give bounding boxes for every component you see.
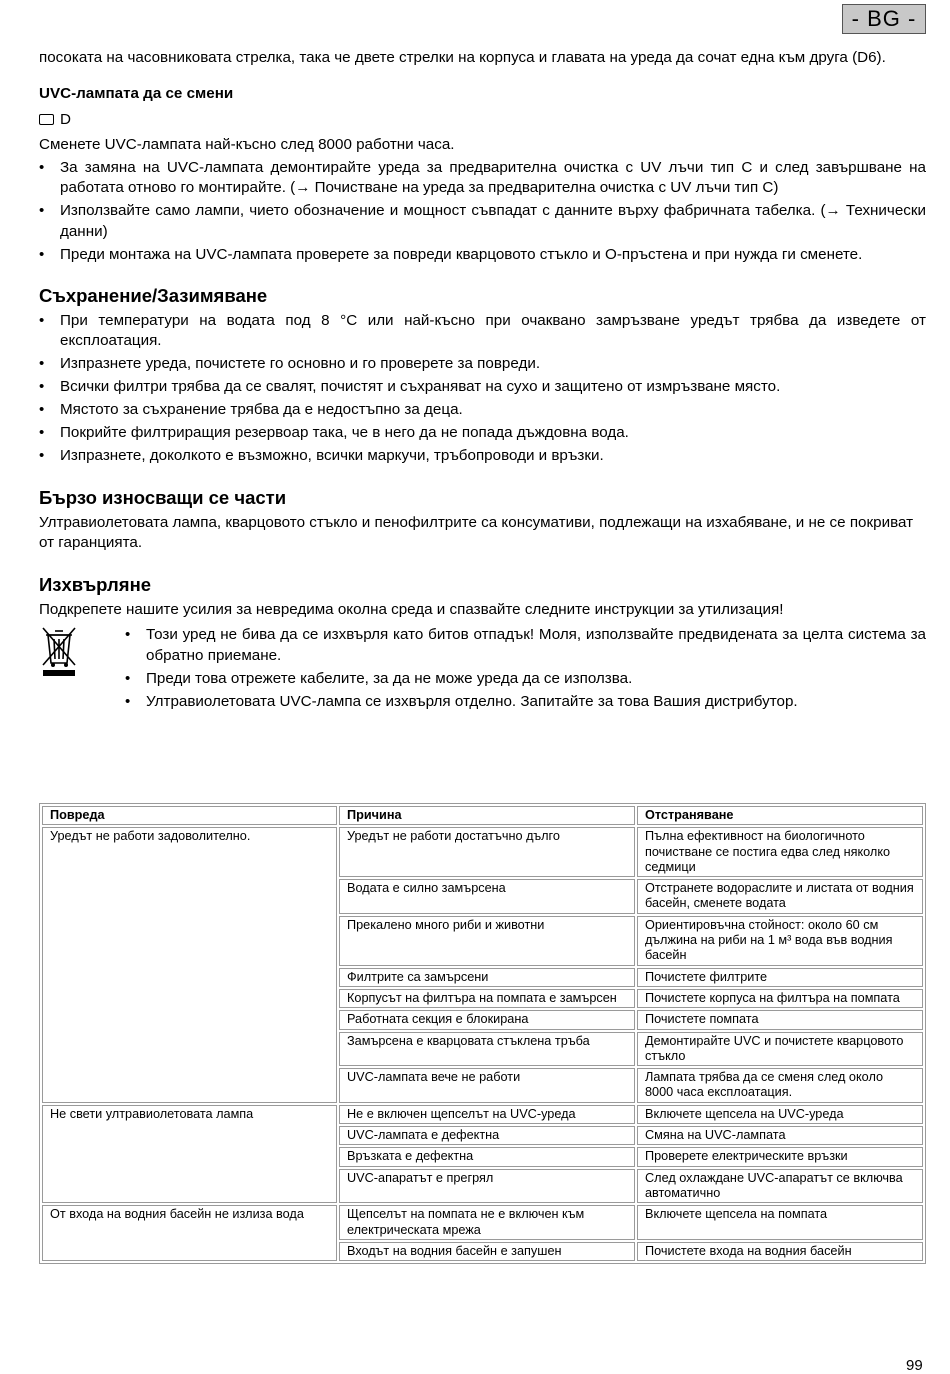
list-item: • При температури на водата под 8 °C или най-късно при очаквано замръзване уредът трябва да изведете от експлоатация. xyxy=(39,311,926,352)
remedy-cell: Проверете електрическите връзки xyxy=(637,1147,923,1166)
table-row xyxy=(42,1205,923,1240)
column-header: Причина xyxy=(339,806,635,825)
storage-heading: Съхранение/Зазимяване xyxy=(39,285,268,306)
problem-cell: Уредът не работи задоволително. xyxy=(42,827,337,1102)
disposal-intro: Подкрепете нашите усилия за невредима околна среда и спазвайте следните инструкции за утилизация! xyxy=(39,600,784,618)
book-icon xyxy=(39,114,54,125)
disposal-section xyxy=(39,573,926,713)
table-row xyxy=(42,1105,923,1124)
list-item: • Използвайте само лампи, чието обозначение и мощност съвпадат с данните върху фабричната табелка. (→ Технически данни) xyxy=(39,201,926,242)
cause-cell: Работната секция е блокирана xyxy=(339,1010,635,1029)
page-number: 99 xyxy=(906,1357,923,1374)
crossed-bin-icon xyxy=(39,625,125,712)
remedy-cell: Демонтирайте UVC и почистете кварцовото стъкло xyxy=(637,1032,923,1067)
remedy-cell: Отстранете водораслите и листата от водния басейн, сменете водата xyxy=(637,879,923,914)
column-header: Отстраняване xyxy=(637,806,923,825)
storage-section xyxy=(39,284,926,467)
list-item: • Ултравиолетовата UVC-лампа се изхвърля отделно. Запитайте за това Вашия дистрибутор. xyxy=(125,692,926,713)
remedy-cell: Почистете корпуса на филтъра на помпата xyxy=(637,989,923,1008)
list-item: • За замяна на UVC-лампата демонтирайте уреда за предварителна очистка с UV лъчи тип C и след завършване на работата отново го монтирайте. (→ Почистване на уреда за предварителна очистка с UV лъчи тип C) xyxy=(39,158,926,199)
cause-cell: Прекалено много риби и животни xyxy=(339,916,635,966)
remedy-cell: Включете щепсела на помпата xyxy=(637,1205,923,1240)
table-header-row xyxy=(42,806,923,825)
remedy-cell: Смяна на UVC-лампата xyxy=(637,1126,923,1145)
column-header: Повреда xyxy=(42,806,337,825)
reference-label: D xyxy=(60,110,71,128)
uvc-change-intro: Сменете UVC-лампата най-късно след 8000 работни часа. xyxy=(39,135,455,153)
cause-cell: Не е включен щепселът на UVC-уреда xyxy=(339,1105,635,1124)
remedy-cell: Почистете филтрите xyxy=(637,968,923,987)
remedy-cell: Почистете входа на водния басейн xyxy=(637,1242,923,1261)
list-item: • Всички филтри трябва да се свалят, почистят и съхраняват на сухо и защитено от измръзване място. xyxy=(39,377,926,398)
troubleshooting-table xyxy=(39,803,926,1264)
remedy-cell: Почистете помпата xyxy=(637,1010,923,1029)
table-row xyxy=(42,827,923,877)
list-item: • Този уред не бива да се изхвърля като битов отпадък! Моля, използвайте предвидената за целта система за обратно приемане. xyxy=(125,625,926,666)
remedy-cell: Ориентировъчна стойност: около 60 см дължина на риби на 1 м³ вода във водния басейн xyxy=(637,916,923,966)
cause-cell: Щепселът на помпата не е включен към електрическата мрежа xyxy=(339,1205,635,1240)
list-item: • Изпразнете уреда, почистете го основно и го проверете за повреди. xyxy=(39,354,926,375)
list-item: • Изпразнете, доколкото е възможно, всички маркучи, тръбопроводи и връзки. xyxy=(39,446,926,467)
list-item: • Мястото за съхранение трябва да е недостъпно за деца. xyxy=(39,400,926,421)
list-item: • Покрийте филтриращия резервоар така, че в него да не попада дъждовна вода. xyxy=(39,423,926,444)
cause-cell: UVC-апаратът е прегрял xyxy=(339,1169,635,1204)
cause-cell: Замърсена е кварцовата стъклена тръба xyxy=(339,1032,635,1067)
cause-cell: UVC-лампата вече не работи xyxy=(339,1068,635,1103)
intro-paragraph: посоката на часовниковата стрелка, така че двете стрелки на корпуса и главата на уреда да сочат една към друга (D6). xyxy=(39,49,886,66)
wear-parts-text: Ултравиолетовата лампа, кварцовото стъкло и пенофилтрите са консумативи, подлежащи на изхабяване, и не се покриват от гаранцията. xyxy=(39,513,914,551)
disposal-list xyxy=(125,625,926,712)
cause-cell: Входът на водния басейн е запушен xyxy=(339,1242,635,1261)
storage-list xyxy=(39,311,926,467)
cause-cell: Уредът не работи достатъчно дълго xyxy=(339,827,635,877)
uvc-change-heading: UVC-лампата да се смени xyxy=(39,84,234,102)
language-tab: - BG - xyxy=(842,4,926,34)
wear-parts-heading: Бързо износващи се части xyxy=(39,486,287,508)
cause-cell: Връзката е дефектна xyxy=(339,1147,635,1166)
uvc-change-list xyxy=(39,158,926,266)
remedy-cell: След охлаждане UVC-апаратът се включва автоматично xyxy=(637,1169,923,1204)
disposal-heading: Изхвърляне xyxy=(39,573,152,595)
cause-cell: Водата е силно замърсена xyxy=(339,879,635,914)
problem-cell: Не свети ултравиолетовата лампа xyxy=(42,1105,337,1203)
remedy-cell: Пълна ефективност на биологичното почистване се постига едва след няколко седмици xyxy=(637,827,923,877)
reference-d xyxy=(39,110,926,130)
list-item: • Преди монтажа на UVC-лампата проверете за повреди кварцовото стъкло и O-пръстена и при нужда ги сменете. xyxy=(39,245,926,266)
cause-cell: UVC-лампата е дефектна xyxy=(339,1126,635,1145)
problem-cell: От входа на водния басейн не излиза вода xyxy=(42,1205,337,1261)
remedy-cell: Включете щепсела на UVC-уреда xyxy=(637,1105,923,1124)
crossed-bin-icon-graphic xyxy=(39,625,79,677)
remedy-cell: Лампата трябва да се сменя след около 8000 часа експлоатация. xyxy=(637,1068,923,1103)
cause-cell: Корпусът на филтъра на помпата е замърсен xyxy=(339,989,635,1008)
wear-parts-section xyxy=(39,486,926,554)
cause-cell: Филтрите са замърсени xyxy=(339,968,635,987)
page-content xyxy=(39,48,926,712)
list-item: • Преди това отрежете кабелите, за да не може уреда да се използва. xyxy=(125,669,926,690)
